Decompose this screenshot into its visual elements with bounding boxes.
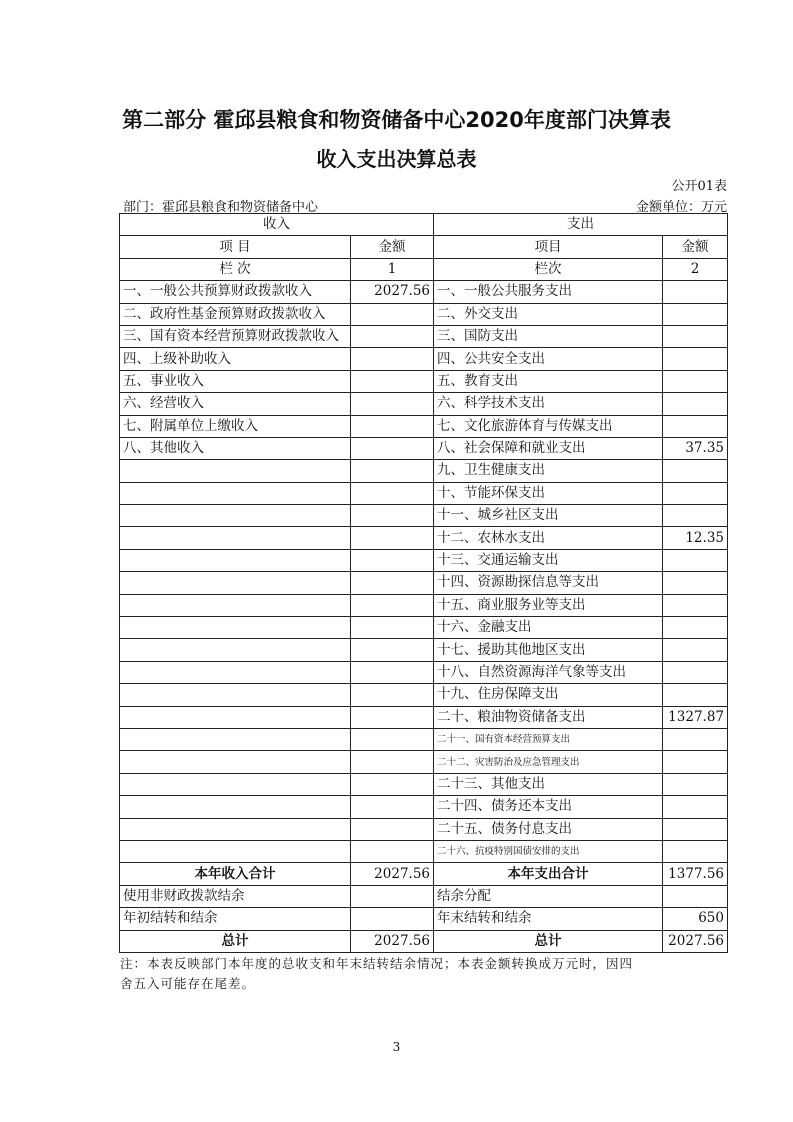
- expense-amount: 37.35: [663, 437, 728, 459]
- income-amount: [351, 773, 434, 795]
- income-amount: [351, 460, 434, 482]
- expense-item: 十五、商业服务业等支出: [434, 594, 663, 616]
- table-row: [120, 706, 728, 728]
- income-item: [120, 840, 351, 862]
- expense-amount: [663, 751, 728, 773]
- income-amount: [351, 661, 434, 683]
- expense-amount: [663, 549, 728, 571]
- income-item: [120, 684, 351, 706]
- income-item: [120, 527, 351, 549]
- income-item: [120, 505, 351, 527]
- expense-amount: [663, 415, 728, 437]
- grand-total-left: 2027.56: [351, 930, 434, 952]
- table-row: [120, 773, 728, 795]
- expense-item: 十七、援助其他地区支出: [434, 639, 663, 661]
- expense-amount: [663, 370, 728, 392]
- table-row: [120, 818, 728, 840]
- table-row: [120, 393, 728, 415]
- income-amount: [351, 437, 434, 459]
- table-row: [120, 661, 728, 683]
- income-amount: [351, 325, 434, 347]
- expense-amount: [663, 818, 728, 840]
- income-item: 六、经营收入: [120, 393, 351, 415]
- expense-item: 二十四、债务还本支出: [434, 796, 663, 818]
- income-expense-table: [119, 213, 728, 953]
- expense-amount: [663, 281, 728, 303]
- table-row: [120, 572, 728, 594]
- expense-item: 八、社会保障和就业支出: [434, 437, 663, 459]
- income-item: [120, 639, 351, 661]
- header-row: [120, 214, 728, 236]
- income-item: [120, 751, 351, 773]
- income-item: [120, 728, 351, 750]
- begin-balance-label: 年初结转和结余: [120, 908, 351, 930]
- table-row: [120, 684, 728, 706]
- expense-item: 十、节能环保支出: [434, 482, 663, 504]
- column-number-row: [120, 258, 728, 280]
- expense-item: 二十一、国有资本经营预算支出: [434, 728, 663, 750]
- expense-amount: [663, 482, 728, 504]
- expense-amount: 12.35: [663, 527, 728, 549]
- table-row: [120, 617, 728, 639]
- table-row: [120, 460, 728, 482]
- expense-item-header: 项目: [434, 236, 663, 258]
- expense-item: 一、一般公共服务支出: [434, 281, 663, 303]
- year-total-row: [120, 863, 728, 885]
- income-item: [120, 549, 351, 571]
- expense-amount: [663, 594, 728, 616]
- income-amount-header: 金额: [351, 236, 434, 258]
- income-amount: [351, 840, 434, 862]
- income-amount: [351, 796, 434, 818]
- expense-header: 支出: [434, 214, 728, 236]
- table-row: [120, 840, 728, 862]
- income-item: 四、上级补助收入: [120, 348, 351, 370]
- document-title: 第二部分 霍邱县粮食和物资储备中心2020年度部门决算表: [122, 108, 671, 132]
- table-row: [120, 370, 728, 392]
- table-row: [120, 594, 728, 616]
- income-item: 五、事业收入: [120, 370, 351, 392]
- unit-label: 金额单位：万元: [635, 200, 727, 215]
- table-row: [120, 505, 728, 527]
- table-title: 收入支出决算总表: [316, 147, 477, 171]
- table-row: [120, 908, 728, 930]
- income-total: 2027.56: [351, 863, 434, 885]
- table-row: [120, 549, 728, 571]
- table-row: [120, 325, 728, 347]
- table-row: [120, 281, 728, 303]
- income-amount: [351, 370, 434, 392]
- non-fiscal-label: 使用非财政拨款结余: [120, 885, 351, 907]
- expense-item: 十一、城乡社区支出: [434, 505, 663, 527]
- expense-item: 十四、资源勘探信息等支出: [434, 572, 663, 594]
- expense-total: 1377.56: [663, 863, 728, 885]
- income-item: [120, 773, 351, 795]
- income-item: [120, 460, 351, 482]
- income-item-header: 项 目: [120, 236, 351, 258]
- table-row: [120, 348, 728, 370]
- table-row: [120, 885, 728, 907]
- expense-item: 十三、交通运输支出: [434, 549, 663, 571]
- expense-item: 二十三、其他支出: [434, 773, 663, 795]
- table-number: 公开01表: [671, 179, 727, 194]
- table-row: [120, 437, 728, 459]
- table-row: [120, 415, 728, 437]
- income-amount: [351, 572, 434, 594]
- expense-amount: [663, 684, 728, 706]
- expense-amount: [663, 639, 728, 661]
- expense-item: 十八、自然资源海洋气象等支出: [434, 661, 663, 683]
- col-label-right: 栏次: [434, 258, 663, 280]
- income-item: [120, 706, 351, 728]
- table-row: [120, 796, 728, 818]
- col-no-right: 2: [663, 258, 728, 280]
- income-amount: [351, 818, 434, 840]
- col-no-left: 1: [351, 258, 434, 280]
- expense-item: 十二、农林水支出: [434, 527, 663, 549]
- end-balance-amount: 650: [663, 908, 728, 930]
- income-item: [120, 818, 351, 840]
- income-item: 七、附属单位上缴收入: [120, 415, 351, 437]
- non-fiscal-amount: [351, 885, 434, 907]
- expense-amount: [663, 325, 728, 347]
- expense-item: 十九、住房保障支出: [434, 684, 663, 706]
- expense-amount: [663, 505, 728, 527]
- expense-item: 二十二、灾害防治及应急管理支出: [434, 751, 663, 773]
- income-amount: [351, 527, 434, 549]
- expense-amount-header: 金额: [663, 236, 728, 258]
- income-amount: [351, 482, 434, 504]
- income-amount: [351, 415, 434, 437]
- expense-amount: [663, 840, 728, 862]
- expense-amount: [663, 617, 728, 639]
- income-amount: [351, 617, 434, 639]
- col-label-left: 栏 次: [120, 258, 351, 280]
- footnote: 注：本表反映部门本年度的总收支和年末结转结余情况；本表金额转换成万元时，因四舍五入可能存在尾差。: [120, 956, 634, 991]
- expense-amount: [663, 796, 728, 818]
- expense-item: 二、外交支出: [434, 303, 663, 325]
- expense-item: 二十五、债务付息支出: [434, 818, 663, 840]
- income-item: [120, 661, 351, 683]
- distribution-amount: [663, 885, 728, 907]
- expense-amount: 1327.87: [663, 706, 728, 728]
- table-row: [120, 303, 728, 325]
- income-amount: [351, 684, 434, 706]
- distribution-label: 结余分配: [434, 885, 663, 907]
- expense-amount: [663, 728, 728, 750]
- page-number: 3: [392, 1040, 401, 1054]
- expense-amount: [663, 303, 728, 325]
- expense-item: 七、文化旅游体育与传媒支出: [434, 415, 663, 437]
- expense-item: 十六、金融支出: [434, 617, 663, 639]
- expense-item: 六、科学技术支出: [434, 393, 663, 415]
- expense-item: 二十六、抗疫特别国债安排的支出: [434, 840, 663, 862]
- expense-amount: [663, 460, 728, 482]
- grand-total-label-right: 总计: [434, 930, 663, 952]
- income-amount: [351, 751, 434, 773]
- income-item: [120, 482, 351, 504]
- expense-amount: [663, 661, 728, 683]
- income-amount: [351, 728, 434, 750]
- income-amount: [351, 348, 434, 370]
- table-row: [120, 728, 728, 750]
- income-amount: [351, 505, 434, 527]
- grand-total-label-left: 总计: [120, 930, 351, 952]
- income-item: 一、一般公共预算财政拨款收入: [120, 281, 351, 303]
- expense-total-label: 本年支出合计: [434, 863, 663, 885]
- expense-amount: [663, 393, 728, 415]
- income-item: 八、其他收入: [120, 437, 351, 459]
- income-item: [120, 594, 351, 616]
- income-amount: [351, 639, 434, 661]
- income-amount: [351, 706, 434, 728]
- expense-amount: [663, 773, 728, 795]
- expense-item: 五、教育支出: [434, 370, 663, 392]
- income-amount: 2027.56: [351, 281, 434, 303]
- expense-item: 三、国防支出: [434, 325, 663, 347]
- income-item: 三、国有资本经营预算财政拨款收入: [120, 325, 351, 347]
- income-total-label: 本年收入合计: [120, 863, 351, 885]
- income-amount: [351, 549, 434, 571]
- income-amount: [351, 594, 434, 616]
- grand-total-row: [120, 930, 728, 952]
- department-label: 部门：霍邱县粮食和物资储备中心: [123, 200, 319, 215]
- income-item: [120, 572, 351, 594]
- income-header: 收入: [120, 214, 434, 236]
- table-row: [120, 527, 728, 549]
- expense-amount: [663, 572, 728, 594]
- income-item: [120, 617, 351, 639]
- table-row: [120, 639, 728, 661]
- expense-item: 九、卫生健康支出: [434, 460, 663, 482]
- expense-amount: [663, 348, 728, 370]
- column-header-row: [120, 236, 728, 258]
- expense-item: 四、公共安全支出: [434, 348, 663, 370]
- grand-total-right: 2027.56: [663, 930, 728, 952]
- table-row: [120, 751, 728, 773]
- income-item: 二、政府性基金预算财政拨款收入: [120, 303, 351, 325]
- expense-item: 二十、粮油物资储备支出: [434, 706, 663, 728]
- income-amount: [351, 303, 434, 325]
- end-balance-label: 年末结转和结余: [434, 908, 663, 930]
- table-row: [120, 482, 728, 504]
- income-item: [120, 796, 351, 818]
- begin-balance-amount: [351, 908, 434, 930]
- income-amount: [351, 393, 434, 415]
